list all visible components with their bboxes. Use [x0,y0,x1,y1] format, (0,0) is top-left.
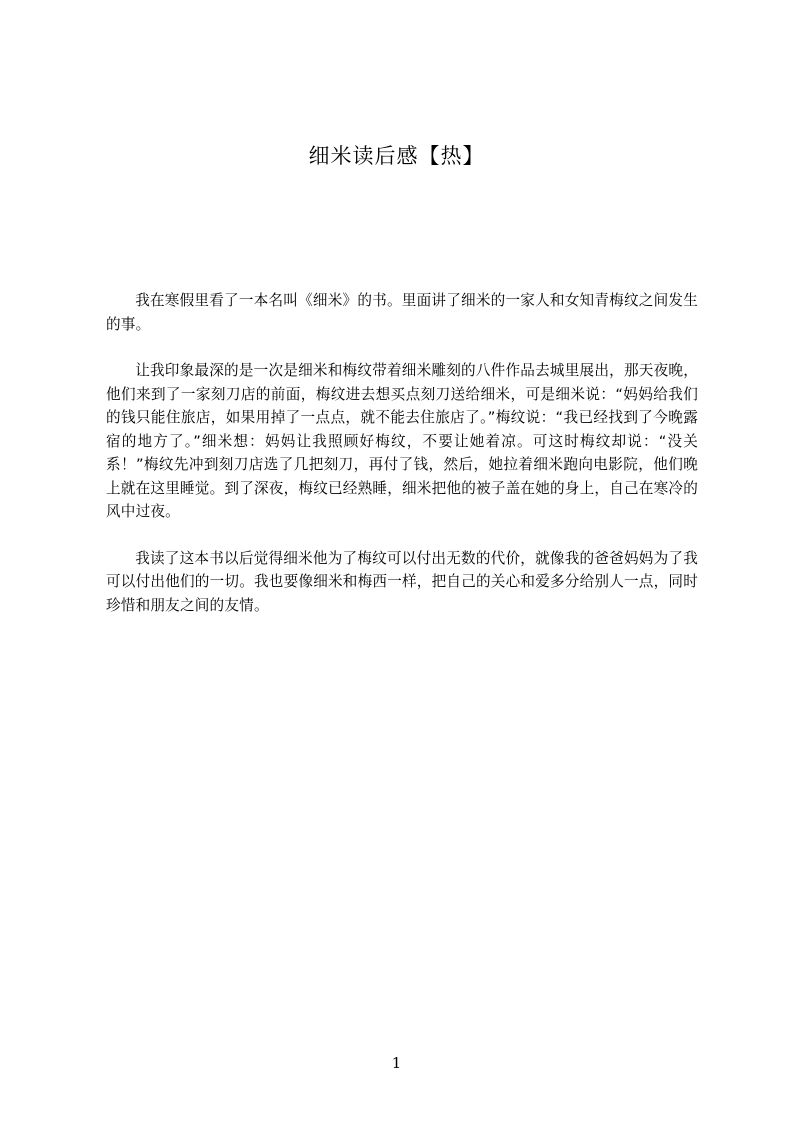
paragraph-2: 让我印象最深的是一次是细米和梅纹带着细米雕刻的八件作品去城里展出，那天夜晚，他们来到了一家刻刀店的前面，梅纹进去想买点刻刀送给细米，可是细米说：“妈妈给我们的钱只能住旅店，如果用掉了一点点，就不能去住旅店了。”梅纹说：“我已经找到了今晚露宿的地方了。”细米想：妈妈让我照顾好梅纹，不要让她着凉。可这时梅纹却说：“没关系！”梅纹先冲到刻刀店选了几把刻刀，再付了钱，然后，她拉着细米跑向电影院，他们晚上就在这里睡觉。到了深夜，梅纹已经熟睡，细米把他的被子盖在她的身上，自己在寒冷的风中过夜。 [106,362,698,520]
document-body [106,289,698,640]
paragraph-1: 我在寒假里看了一本名叫《细米》的书。里面讲了细米的一家人和女知青梅纹之间发生的事。 [106,292,698,333]
document-title: 细米读后感【热】 [308,144,485,168]
page-number: 1 [391,1054,402,1072]
paragraph-3: 我读了这本书以后觉得细米他为了梅纹可以付出无数的代价，就像我的爸爸妈妈为了我可以付出他们的一切。我也要像细米和梅西一样，把自己的关心和爱多分给别人一点，同时珍惜和朋友之间的友情。 [106,549,698,614]
